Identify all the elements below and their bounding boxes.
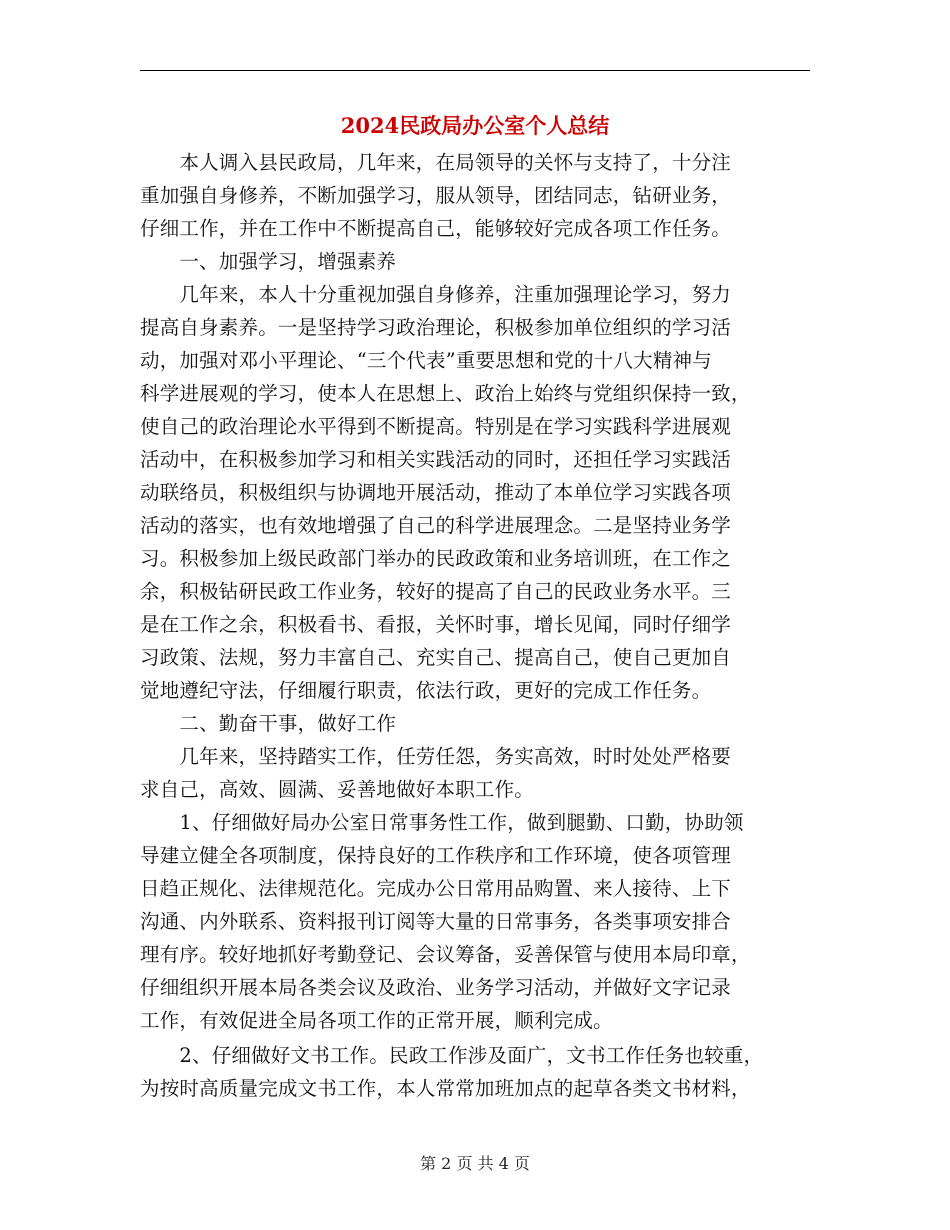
text-line: 为按时高质量完成文书工作，本人常常加班加点的起草各类文书材料， [140, 1077, 751, 1100]
text-line: 1、仔细做好局办公室日常事务性工作，做到腿勤、口勤，协助领 [140, 811, 744, 834]
document-title: 2024民政局办公室个人总结 [340, 113, 610, 138]
text-line: 使自己的政治理论水平得到不断提高。特别是在学习实践科学进展观 [140, 415, 732, 438]
text-line: 仔细工作，并在工作中不断提高自己，能够较好完成各项工作任务。 [140, 217, 732, 240]
text-line: 仔细组织开展本局各类会议及政治、业务学习活动，并做好文字记录 [140, 976, 732, 999]
text-line: 本人调入县民政局，几年来，在局领导的关怀与支持了，十分注 [140, 151, 732, 174]
text-line: 提高自身素养。一是坚持学习政治理论，积极参加单位组织的学习活 [140, 316, 732, 339]
section-heading: 一、加强学习，增强素养 [140, 250, 397, 273]
text-line: 求自己，高效、圆满、妥善地做好本职工作。 [140, 778, 535, 801]
text-line: 日趋正规化、法律规范化。完成办公日常用品购置、来人接待、上下 [140, 877, 732, 900]
text-line: 工作，有效促进全局各项工作的正常开展，顺利完成。 [140, 1009, 613, 1032]
text-line: 动联络员，积极组织与协调地开展活动，推动了本单位学习实践各项 [140, 481, 732, 504]
text-line: 觉地遵纪守法，仔细履行职责，依法行政，更好的完成工作任务。 [140, 679, 712, 702]
text-line: 是在工作之余，积极看书、看报，关怀时事，增长见闻，同时仔细学 [140, 613, 732, 636]
text-line: 活动中，在积极参加学习和相关实践活动的同时，还担任学习实践活 [140, 448, 732, 471]
text-line: 重加强自身修养，不断加强学习，服从领导，团结同志，钻研业务， [140, 184, 732, 207]
text-line: 沟通、内外联系、资料报刊订阅等大量的日常事务，各类事项安排合 [140, 910, 732, 933]
text-line: 2、仔细做好文书工作。民政工作涉及面广，文书工作任务也较重， [140, 1044, 764, 1067]
page-number: 第 2 页 共 4 页 [420, 1154, 530, 1173]
section-heading: 二、勤奋干事，做好工作 [140, 712, 397, 735]
text-line: 活动的落实，也有效地增强了自己的科学进展理念。二是坚持业务学 [140, 514, 732, 537]
text-line: 几年来，本人十分重视加强自身修养，注重加强理论学习，努力 [140, 283, 732, 306]
text-line: 习。积极参加上级民政部门举办的民政政策和业务培训班，在工作之 [140, 547, 732, 570]
text-line: 导建立健全各项制度，保持良好的工作秩序和工作环境，使各项管理 [140, 844, 732, 867]
text-line: 几年来，坚持踏实工作，任劳任怨，务实高效，时时处处严格要 [140, 745, 732, 768]
text-line: 动，加强对邓小平理论、“三个代表”重要思想和党的十八大精神与 [140, 349, 712, 372]
text-line: 科学进展观的学习，使本人在思想上、政治上始终与党组织保持一致， [140, 382, 751, 405]
header-rule [140, 70, 810, 71]
text-line: 习政策、法规，努力丰富自己、充实自己、提高自己，使自己更加自 [140, 646, 732, 669]
text-line: 余，积极钻研民政工作业务，较好的提高了自己的民政业务水平。三 [140, 580, 732, 603]
text-line: 理有序。较好地抓好考勤登记、会议筹备，妥善保管与使用本局印章， [140, 943, 751, 966]
